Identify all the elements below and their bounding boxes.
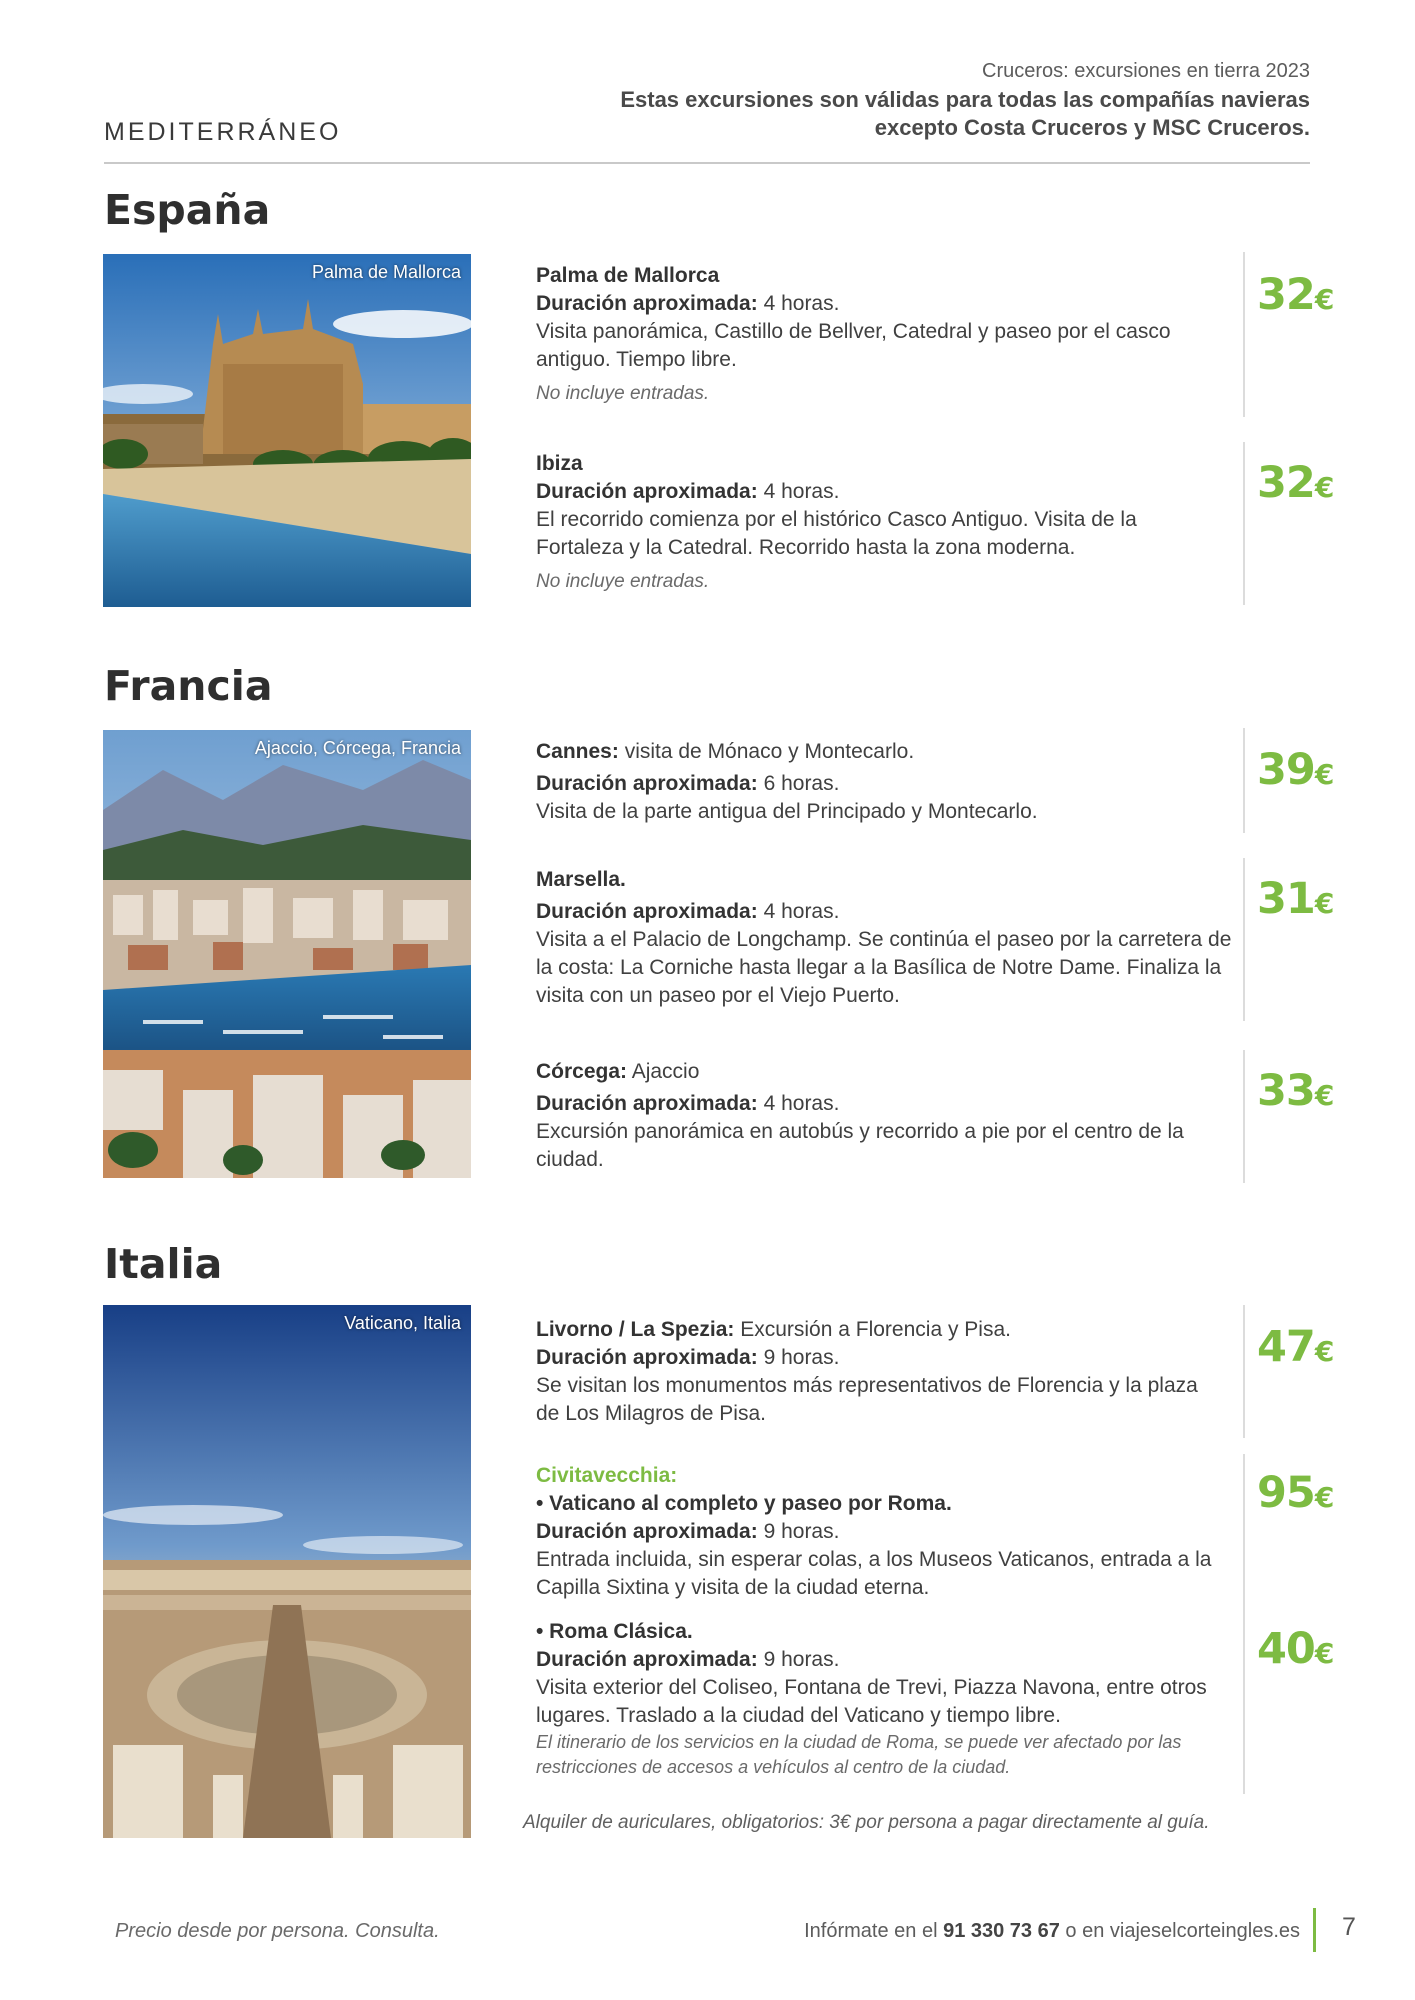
- price-divider: [1243, 858, 1245, 1021]
- price-vaticano: 95€: [1257, 1468, 1334, 1518]
- price-divider: [1243, 1050, 1245, 1183]
- price-livorno: 47€: [1257, 1322, 1334, 1372]
- price-disclaimer: Precio desde por persona. Consulta.: [115, 1920, 440, 1942]
- price-ibiza: 32€: [1257, 458, 1334, 508]
- header-divider: [104, 162, 1310, 164]
- vatican-square-image: [103, 1305, 471, 1838]
- headphones-note: Alquiler de auriculares, obligatorios: 3€ por persona a pagar directamente al guía.: [523, 1812, 1210, 1833]
- price-divider: [1243, 1305, 1245, 1438]
- photo-caption: Ajaccio, Córcega, Francia: [254, 738, 461, 758]
- brochure-title: Cruceros: excursiones en tierra 2023: [982, 60, 1310, 82]
- photo-vaticano: [103, 1305, 471, 1838]
- ajaccio-harbor-image: [103, 730, 471, 1178]
- country-heading-francia: Francia: [104, 662, 273, 710]
- photo-caption: Vaticano, Italia: [344, 1313, 461, 1333]
- price-roma-clasica: 40€: [1257, 1624, 1334, 1674]
- photo-palma: [103, 254, 471, 607]
- excursion-marsella: Marsella. Duración aproximada: 4 horas. Visita a el Palacio de Longchamp. Se continúa el paseo por la carretera de la costa: La Corniche hasta llegar a la Basílica de Notre Dame. Finaliza la visita con un paseo por el Viejo Puerto.: [536, 868, 1232, 1007]
- excursion-roma-clasica: • Roma Clásica. Duración aproximada: 9 horas. Visita exterior del Coliseo, Fontana de Trevi, Piazza Navona, entre otros lugares. Traslado a la ciudad del Vaticano y tiempo libre. El itinerario de los servicios en la ciudad de Roma, se puede ver afectado por las restricciones de accesos a vehículos al centro de la ciudad.: [536, 1620, 1207, 1777]
- phone-number[interactable]: 91 330 73 67: [943, 1920, 1060, 1942]
- excursion-vaticano: Civitavecchia: • Vaticano al completo y paseo por Roma. Duración aproximada: 9 horas. Entrada incluida, sin esperar colas, a los Museos Vaticanos, entrada a la Capilla Sixtina y visita de la ciudad eterna.: [536, 1464, 1212, 1599]
- photo-ajaccio: [103, 730, 471, 1178]
- price-divider: [1243, 728, 1245, 833]
- contact-info: Infórmate en el 91 330 73 67 o en viajeselcorteingles.es: [804, 1920, 1300, 1942]
- palma-cathedral-image: [103, 254, 471, 607]
- photo-caption: Palma de Mallorca: [311, 262, 461, 282]
- region-heading: MEDITERRÁNEO: [104, 118, 342, 146]
- price-palma: 32€: [1257, 270, 1334, 320]
- excursion-palma: Palma de Mallorca Duración aproximada: 4 horas. Visita panorámica, Castillo de Bellver, Catedral y paseo por el casco antiguo. Tiempo libre. No incluye entradas.: [536, 264, 1171, 404]
- excursion-livorno: Livorno / La Spezia: Excursión a Florencia y Pisa. Duración aproximada: 9 horas. Se visitan los monumentos más representativos de Florencia y la plaza de Los Milagros de Pisa.: [536, 1318, 1198, 1425]
- price-cannes: 39€: [1257, 745, 1334, 795]
- footer-accent-bar: [1313, 1908, 1316, 1952]
- validity-note: Estas excursiones son válidas para todas las compañías navieras excepto Costa Cruceros y MSC Cruceros.: [620, 87, 1310, 140]
- price-divider: [1243, 1454, 1245, 1794]
- price-divider: [1243, 442, 1245, 605]
- page-number: 7: [1342, 1913, 1356, 1941]
- excursion-corcega: Córcega: Ajaccio Duración aproximada: 4 horas. Excursión panorámica en autobús y recorrido a pie por el centro de la ciudad.: [536, 1060, 1184, 1171]
- price-divider: [1243, 252, 1245, 417]
- country-heading-italia: Italia: [104, 1240, 223, 1288]
- excursion-ibiza: Ibiza Duración aproximada: 4 horas. El recorrido comienza por el histórico Casco Antiguo. Visita de la Fortaleza y la Catedral. Recorrido hasta la zona moderna. No incluye entradas.: [536, 452, 1137, 592]
- website-link[interactable]: o en viajeselcorteingles.es: [1059, 1920, 1300, 1942]
- country-heading-espana: España: [104, 186, 271, 234]
- excursion-cannes: Cannes: visita de Mónaco y Montecarlo. Duración aproximada: 6 horas. Visita de la parte antigua del Principado y Montecarlo.: [536, 740, 1038, 823]
- price-marsella: 31€: [1257, 874, 1334, 924]
- price-corcega: 33€: [1257, 1066, 1334, 1116]
